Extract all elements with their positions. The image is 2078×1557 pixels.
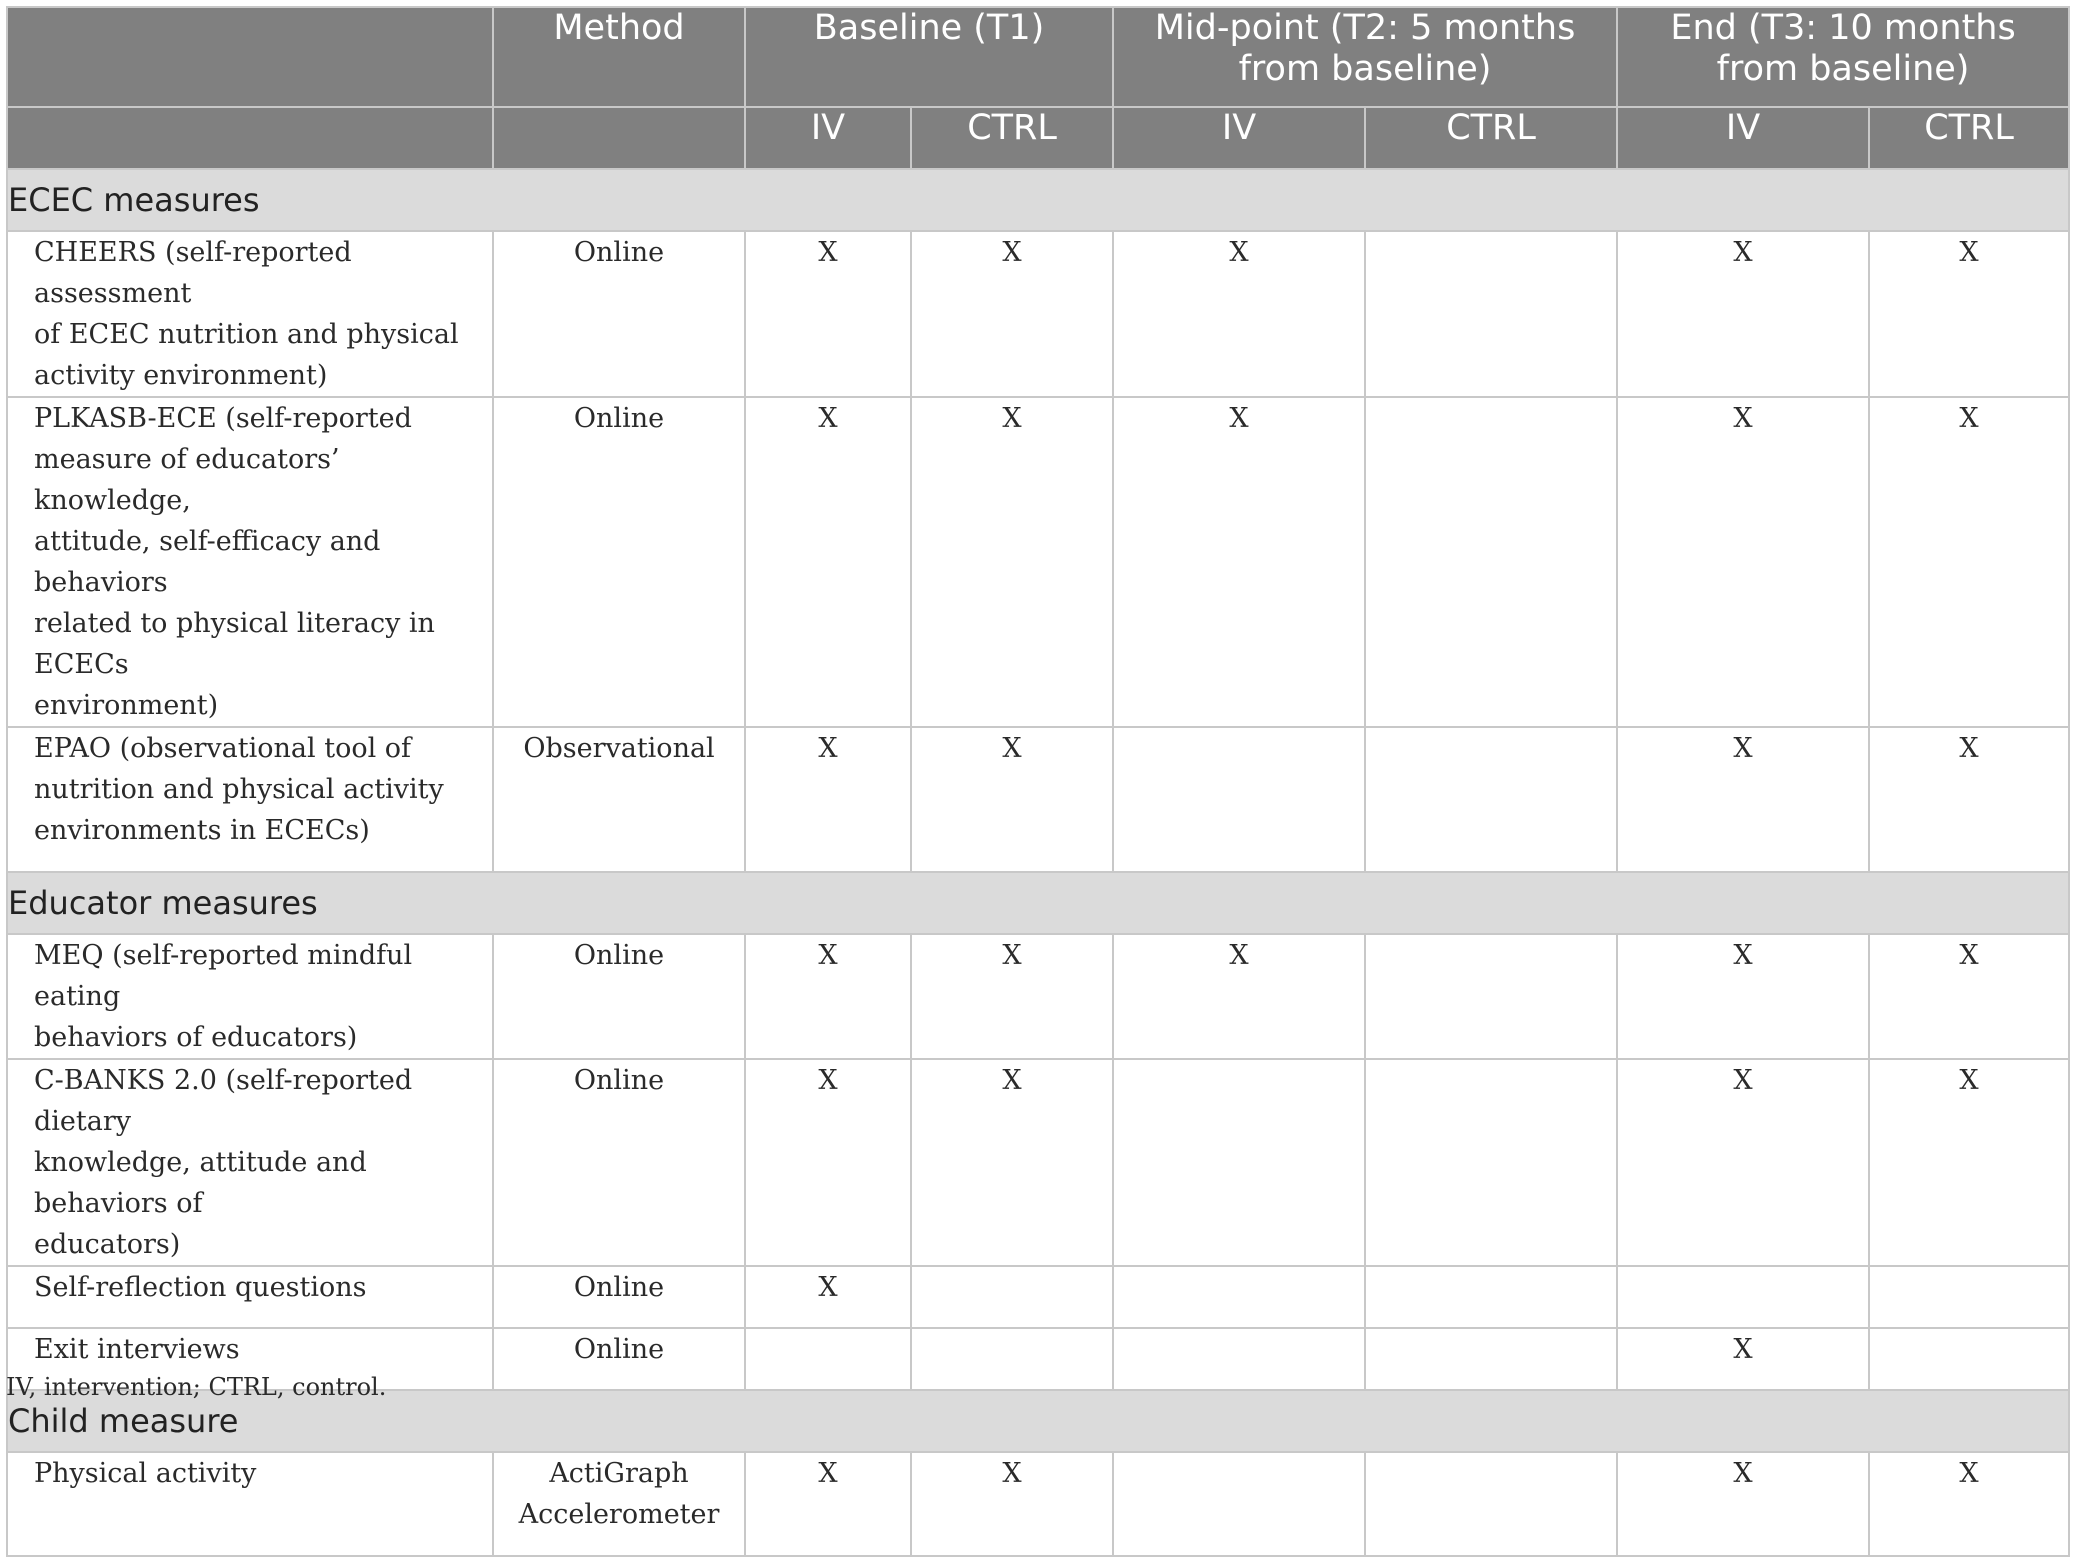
table-row: [7, 1452, 2069, 1556]
mark-cell-baseline-ctrl: X: [911, 727, 1113, 872]
measures-table: [6, 6, 2070, 1557]
header-midpoint-line2: from baseline): [1238, 49, 1492, 89]
measure-name-line: related to physical literacy in ECECs: [34, 608, 435, 680]
mark-cell-end-ctrl: [1869, 1328, 2069, 1390]
mark-cell-end-ctrl: X: [1869, 231, 2069, 397]
measure-name-line: Exit interviews: [34, 1334, 240, 1365]
method-cell: [493, 1059, 745, 1266]
mark-cell-end-ctrl: X: [1869, 1059, 2069, 1266]
mark-cell-baseline-iv: X: [745, 1266, 911, 1328]
measure-name: [7, 727, 493, 872]
method-cell: [493, 397, 745, 727]
method-line: Accelerometer: [518, 1499, 720, 1530]
measure-name: [7, 1266, 493, 1328]
measure-name-line: Self-reflection questions: [34, 1272, 367, 1303]
section-row: [7, 872, 2069, 934]
method-cell: [493, 1266, 745, 1328]
measure-name-line: CHEERS (self-reported assessment: [34, 237, 352, 309]
method-line: Online: [573, 237, 665, 268]
table-row: [7, 934, 2069, 1059]
method-cell: [493, 1452, 745, 1556]
measure-name-line: behaviors of educators): [34, 1022, 358, 1053]
method-line: Online: [573, 940, 665, 971]
mark-cell-end-iv: X: [1617, 1059, 1869, 1266]
mark-cell-midpoint-iv: [1113, 1328, 1365, 1390]
section-title: Educator measures: [7, 872, 2069, 934]
method-line: Online: [573, 1272, 665, 1303]
mark-cell-baseline-ctrl: X: [911, 1059, 1113, 1266]
subheader-midpoint-iv: IV: [1113, 107, 1365, 169]
mark-cell-end-iv: X: [1617, 934, 1869, 1059]
mark-cell-baseline-iv: [745, 1328, 911, 1390]
measure-name: [7, 934, 493, 1059]
mark-cell-midpoint-iv: [1113, 1452, 1365, 1556]
measure-name-line: environment): [34, 690, 219, 721]
mark-cell-midpoint-iv: X: [1113, 397, 1365, 727]
mark-cell-baseline-ctrl: X: [911, 1452, 1113, 1556]
mark-cell-end-ctrl: X: [1869, 727, 2069, 872]
subheader-midpoint-ctrl: CTRL: [1365, 107, 1617, 169]
measure-name: [7, 397, 493, 727]
section-row: [7, 169, 2069, 231]
mark-cell-midpoint-ctrl: [1365, 1452, 1617, 1556]
method-cell: [493, 1328, 745, 1390]
mark-cell-baseline-iv: X: [745, 934, 911, 1059]
table-row: [7, 1266, 2069, 1328]
subheader-end-iv: IV: [1617, 107, 1869, 169]
method-cell: [493, 231, 745, 397]
header-method: Method: [493, 7, 745, 107]
mark-cell-midpoint-ctrl: [1365, 1059, 1617, 1266]
measure-name-line: measure of educators’ knowledge,: [34, 444, 340, 516]
mark-cell-midpoint-ctrl: [1365, 231, 1617, 397]
table-body: [7, 169, 2069, 1556]
header-midpoint-line1: Mid-point (T2: 5 months: [1154, 8, 1576, 48]
header-end: [1617, 7, 2069, 107]
mark-cell-midpoint-ctrl: [1365, 1328, 1617, 1390]
measure-name-line: knowledge, attitude and behaviors of: [34, 1147, 367, 1219]
mark-cell-end-iv: [1617, 1266, 1869, 1328]
mark-cell-end-ctrl: X: [1869, 397, 2069, 727]
header-row-top: [7, 7, 2069, 107]
mark-cell-end-ctrl: X: [1869, 934, 2069, 1059]
mark-cell-baseline-iv: X: [745, 1059, 911, 1266]
mark-cell-midpoint-iv: [1113, 1266, 1365, 1328]
method-line: Online: [573, 1065, 665, 1096]
table-footnote: IV, intervention; CTRL, control.: [6, 1373, 387, 1401]
mark-cell-end-iv: X: [1617, 231, 1869, 397]
subheader-empty-cell: [7, 107, 493, 169]
method-line: ActiGraph: [549, 1458, 689, 1489]
measure-name-line: educators): [34, 1229, 181, 1260]
header-midpoint: [1113, 7, 1617, 107]
measure-name-line: MEQ (self-reported mindful eating: [34, 940, 413, 1012]
mark-cell-end-iv: X: [1617, 397, 1869, 727]
measure-name-line: of ECEC nutrition and physical: [34, 319, 459, 350]
mark-cell-midpoint-iv: [1113, 1059, 1365, 1266]
mark-cell-baseline-ctrl: X: [911, 934, 1113, 1059]
header-empty-cell: [7, 7, 493, 107]
table-row: [7, 1059, 2069, 1266]
mark-cell-end-ctrl: [1869, 1266, 2069, 1328]
measure-name-line: EPAO (observational tool of: [34, 733, 412, 764]
measure-name-line: environments in ECECs): [34, 815, 370, 846]
mark-cell-baseline-iv: X: [745, 231, 911, 397]
section-title: ECEC measures: [7, 169, 2069, 231]
mark-cell-midpoint-ctrl: [1365, 727, 1617, 872]
mark-cell-baseline-iv: X: [745, 727, 911, 872]
mark-cell-end-iv: X: [1617, 1328, 1869, 1390]
subheader-end-ctrl: CTRL: [1869, 107, 2069, 169]
method-cell: [493, 934, 745, 1059]
mark-cell-midpoint-ctrl: [1365, 397, 1617, 727]
mark-cell-midpoint-iv: [1113, 727, 1365, 872]
subheader-baseline-ctrl: CTRL: [911, 107, 1113, 169]
measures-table-container: [6, 6, 2068, 1557]
table-row: [7, 727, 2069, 872]
method-cell: [493, 727, 745, 872]
measure-name-line: nutrition and physical activity: [34, 774, 444, 805]
measure-name: [7, 231, 493, 397]
mark-cell-midpoint-ctrl: [1365, 1266, 1617, 1328]
measure-name-line: activity environment): [34, 360, 328, 391]
mark-cell-midpoint-ctrl: [1365, 934, 1617, 1059]
mark-cell-baseline-ctrl: X: [911, 397, 1113, 727]
method-line: Online: [573, 403, 665, 434]
mark-cell-baseline-ctrl: [911, 1266, 1113, 1328]
measure-name: [7, 1452, 493, 1556]
header-end-line2: from baseline): [1716, 49, 1970, 89]
mark-cell-baseline-iv: X: [745, 1452, 911, 1556]
measure-name-line: C-BANKS 2.0 (self-reported dietary: [34, 1065, 413, 1137]
table-row: [7, 397, 2069, 727]
measure-name-line: attitude, self-efficacy and behaviors: [34, 526, 381, 598]
measure-name-line: Physical activity: [34, 1458, 257, 1489]
header-row-sub: [7, 107, 2069, 169]
mark-cell-baseline-ctrl: [911, 1328, 1113, 1390]
mark-cell-midpoint-iv: X: [1113, 231, 1365, 397]
mark-cell-end-ctrl: X: [1869, 1452, 2069, 1556]
subheader-baseline-iv: IV: [745, 107, 911, 169]
mark-cell-midpoint-iv: X: [1113, 934, 1365, 1059]
measure-name: [7, 1059, 493, 1266]
subheader-method-empty: [493, 107, 745, 169]
header-baseline: Baseline (T1): [745, 7, 1113, 107]
section-title: Child measure: [7, 1390, 2069, 1452]
mark-cell-end-iv: X: [1617, 727, 1869, 872]
measure-name-line: PLKASB-ECE (self-reported: [34, 403, 412, 434]
method-line: Online: [573, 1334, 665, 1365]
mark-cell-end-iv: X: [1617, 1452, 1869, 1556]
mark-cell-baseline-iv: X: [745, 397, 911, 727]
header-end-line1: End (T3: 10 months: [1670, 8, 2016, 48]
table-row: [7, 231, 2069, 397]
mark-cell-baseline-ctrl: X: [911, 231, 1113, 397]
method-line: Observational: [523, 733, 715, 764]
